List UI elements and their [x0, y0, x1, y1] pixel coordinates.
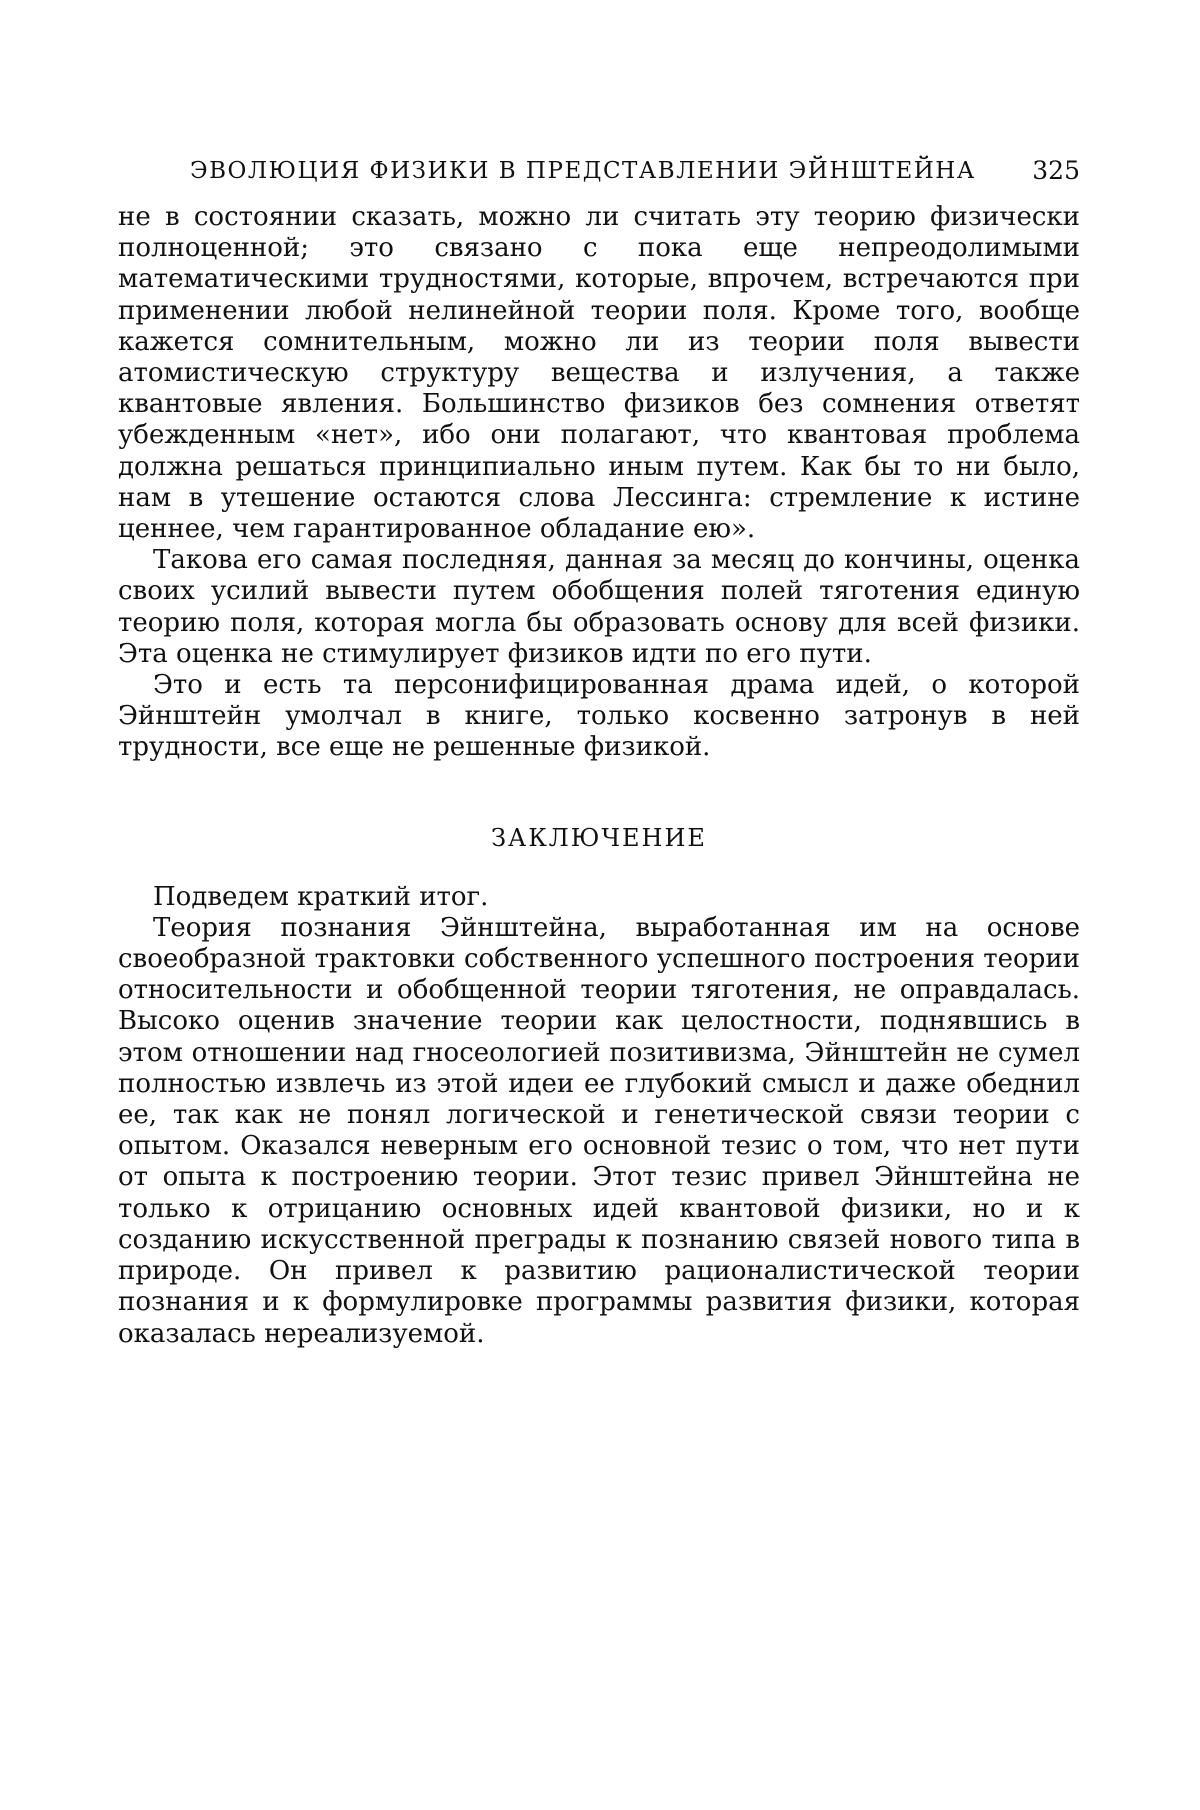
- body-text: [118, 202, 1080, 1350]
- running-title: ЭВОЛЮЦИЯ ФИЗИКИ В ПРЕДСТАВЛЕНИИ ЭЙНШТЕЙНА: [190, 158, 976, 184]
- section-heading: ЗАКЛЮЧЕНИЕ: [491, 823, 707, 852]
- paragraph-continuation: не в состоянии сказать, можно ли считать эту теорию физически полноценной; это связано с пока еще непреодолимыми математическими трудностями, которые, впрочем, встречаются при применении любой нелинейной теории поля. Кроме того, вообще кажется сомнительным, можно ли из теории поля вывести атомистическую структуру вещества и излучения, а также квантовые явления. Большинство физиков без сомнения ответят убежденным «нет», ибо они полагают, что квантовая проблема должна решаться принципиально иным путем. Как бы то ни было, нам в утешение остаются слова Лессинга: стремление к истине ценнее, чем гарантированное обладание ею».: [118, 202, 1080, 545]
- paragraph-drama-of-ideas: Это и есть та персонифицированная драма идей, о которой Эйнштейн умолчал в книге, только косвенно затронув в ней трудности, все еще не решенные физикой.: [118, 670, 1080, 763]
- running-head: [118, 130, 1080, 190]
- paragraph-assessment: Такова его самая последняя, данная за месяц до кончины, оценка своих усилий вывести путем обобщения полей тяготения единую теорию поля, которая могла бы образовать основу для всей физики. Эта оценка не стимулирует физиков идти по его пути.: [118, 545, 1080, 669]
- paragraph-conclusion: Теория познания Эйнштейна, выработанная им на основе своеобразной трактовки собственного успешного построения теории относительности и обобщенной теории тяготения, не оправдалась. Высоко оценив значение теории как целостности, поднявшись в этом отношении над гносеологией позитивизма, Эйнштейн не сумел полностью извлечь из этой идеи ее глубокий смысл и даже обеднил ее, так как не понял логической и генетической связи теории с опытом. Оказался неверным его основной тезис о том, что нет пути от опыта к построению теории. Этот тезис привел Эйнштейна не только к отрицанию основных идей квантовой физики, но и к созданию искусственной преграды к познанию связей нового типа в природе. Он привел к развитию рационалистической теории познания и к формулировке программы развития физики, которая оказалась нереализуемой.: [118, 912, 1080, 1349]
- paragraph-summary-intro: Подведем краткий итог.: [153, 881, 489, 912]
- page-number: 325: [1032, 156, 1080, 185]
- book-page: [118, 130, 1080, 1350]
